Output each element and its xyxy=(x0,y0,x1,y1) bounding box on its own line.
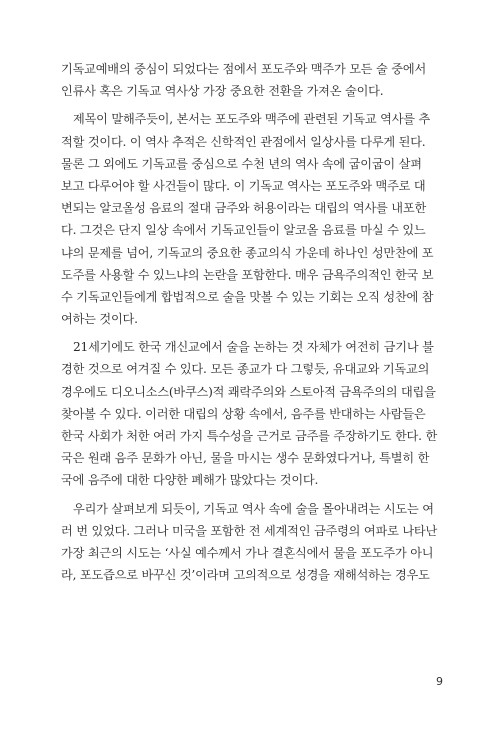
text-line: 한국 사회가 처한 여러 가지 특수성을 근거로 금주를 주장하기도 한다. 한 xyxy=(61,429,438,443)
text-line: 물론 그 외에도 기독교를 중심으로 수천 년의 역사 속에 굽이굽이 살펴 xyxy=(61,156,422,171)
text-line: 국은 원래 음주 문화가 아닌, 물을 마시는 생수 문화였다거나, 특별히 한 xyxy=(61,451,430,466)
paragraph xyxy=(61,58,439,102)
text-line: 보고 다루어야 할 사건들이 많다. 이 기독교 역사는 포도주와 맥주로 대 xyxy=(61,178,426,193)
body-text xyxy=(61,58,439,586)
text-line: 수 기독교인들에게 합법적으로 술을 맛볼 수 있는 기회는 오직 성찬에 참 xyxy=(61,289,434,304)
text-line: 찾아볼 수 있다. 이러한 대립의 상황 속에서, 음주를 반대하는 사람들은 xyxy=(61,406,426,421)
text-line: 가장 최근의 시도는 ‘사실 예수께서 가나 결혼식에서 물을 포도주가 아니 xyxy=(61,545,434,560)
text-line: 경한 것으로 여겨질 수 있다. 모든 종교가 다 그렇듯, 유대교와 기독교의 xyxy=(61,362,430,377)
text-line: 러 번 있었다. 그러나 미국을 포함한 전 세계적인 금주령의 여파로 나타난 xyxy=(61,523,438,538)
paragraph xyxy=(61,108,439,330)
text-line: 변되는 알코올성 음료의 절대 금주와 허용이라는 대립의 역사를 내포한 xyxy=(61,201,427,216)
text-line: 냐의 문제를 넘어, 기독교의 중요한 종교의식 가운데 하나인 성만찬에 포 xyxy=(61,245,434,260)
text-line: 기독교예배의 중심이 되었다는 점에서 포도주와 맥주가 모든 술 중에서 xyxy=(61,62,427,76)
paragraph xyxy=(61,498,439,587)
text-line: 적할 것이다. 이 역사 추적은 신학적인 관점에서 일상사를 다루게 된다. xyxy=(61,134,426,149)
text-line: 도주를 사용할 수 있느냐의 논란을 포함한다. 매우 금욕주의적인 한국 보 xyxy=(61,267,434,282)
paragraph xyxy=(61,336,439,491)
text-line: 다. 그것은 단지 일상 속에서 기독교인들이 알코올 음료를 마실 수 있느 xyxy=(61,223,426,238)
text-line: 경우에도 디오니소스(바쿠스)적 쾌락주의와 스토아적 금욕주의의 대립을 xyxy=(61,384,436,399)
text-line: 국에 음주에 대한 다양한 폐해가 많았다는 것이다. xyxy=(61,473,319,488)
text-line: 여하는 것이다. xyxy=(61,312,138,327)
text-line: 인류사 혹은 기독교 역사상 가장 중요한 전환을 가져온 술이다. xyxy=(61,84,384,99)
text-line: 21세기에도 한국 개신교에서 술을 논하는 것 자체가 여전히 금기나 불 xyxy=(73,340,434,355)
page-number: 9 xyxy=(436,675,443,688)
text-line: 우리가 살펴보게 되듯이, 기독교 역사 속에 술을 몰아내려는 시도는 여 xyxy=(73,501,434,516)
text-line: 제목이 말해주듯이, 본서는 포도주와 맥주에 관련된 기독교 역사를 추 xyxy=(73,112,431,127)
text-line: 라, 포도즙으로 바꾸신 것’이라며 고의적으로 성경을 재해석하는 경우도 xyxy=(61,568,430,583)
